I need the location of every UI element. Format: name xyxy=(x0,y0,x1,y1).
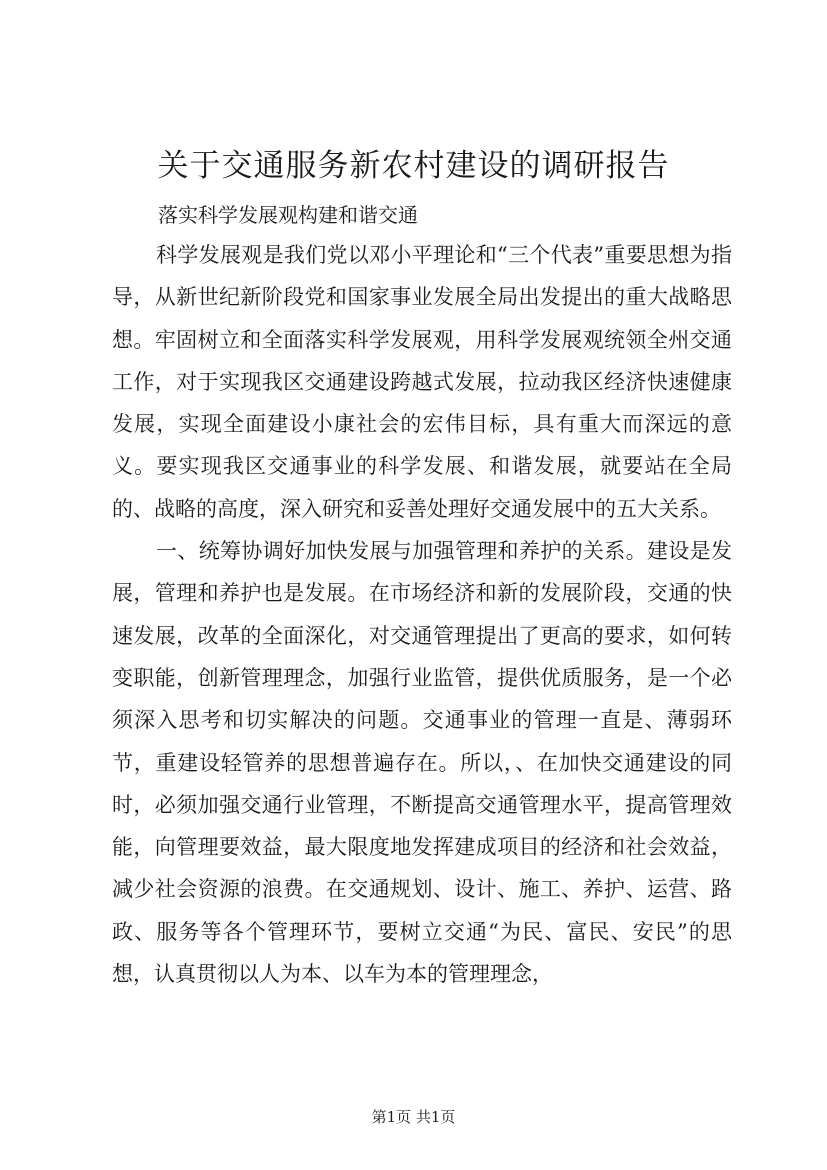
paragraph: 一、统筹协调好加快发展与加强管理和养护的关系。建设是发展，管理和养护也是发展。在市场经济和新的发展阶段，交通的快速发展，改革的全面深化，对交通管理提出了更高的要求，如何转变职能，创新管理理念，加强行业监管，提供优质服务，是一个必须深入思考和切实解决的问题。交通事业的管理一直是、薄弱环节，重建设轻管养的思想普遍存在。所以，、在加快交通建设的同时，必须加强交通行业管理，不断提高交通管理水平，提高管理效能，向管理要效益，最大限度地发挥建成项目的经济和社会效益，减少社会资源的浪费。在交通规划、设计、施工、养护、运营、路政、服务等各个管理环节，要树立交通“为民、富民、安民”的思想，认真贯彻以人为本、以车为本的管理理念， xyxy=(112,539,732,987)
paragraph: 科学发展观是我们党以邓小平理论和“三个代表”重要思想为指导，从新世纪新阶段党和国家事业发展全局出发提出的重大战略思想。牢固树立和全面落实科学发展观，用科学发展观统领全州交通工作，对于实现我区交通建设跨越式发展，拉动我区经济快速健康发展，实现全面建设小康社会的宏伟目标，具有重大而深远的意义。要实现我区交通事业的科学发展、和谐发展，就要站在全局的、战略的高度，深入研究和妥善处理好交通发展中的五大关系。 xyxy=(112,243,732,521)
document-subtitle: 落实科学发展观构建和谐交通 xyxy=(158,203,418,227)
document-body xyxy=(112,234,732,995)
page-footer: 第1页 共1页 xyxy=(371,1108,456,1126)
document-title: 关于交通服务新农村建设的调研报告 xyxy=(157,148,670,184)
